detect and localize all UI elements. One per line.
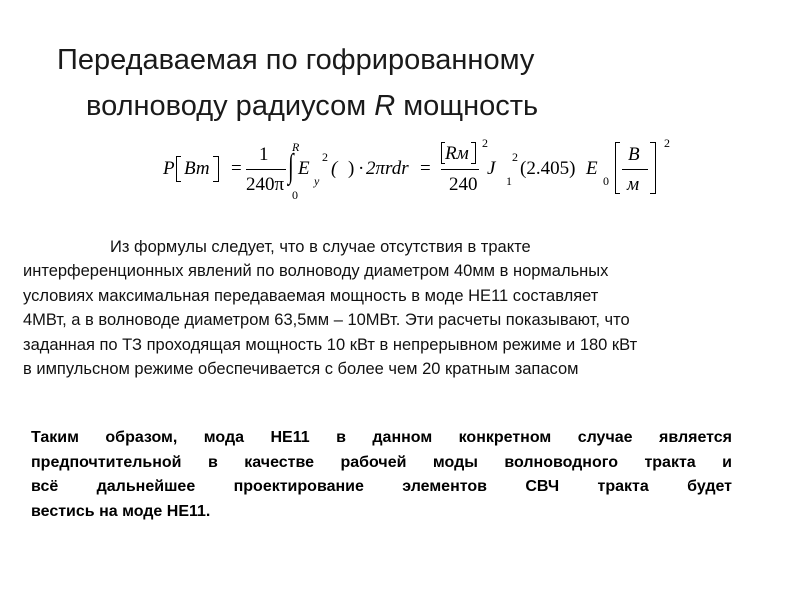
fraction-bar-3 [622, 169, 648, 170]
formula-den-2: 240 [449, 174, 478, 195]
bracket-right-3-bottom [650, 193, 655, 194]
bracket-left-3 [615, 142, 616, 194]
formula-eq-2: = [420, 158, 431, 179]
bracket-left-1-bottom [176, 181, 181, 182]
title-line-2 [86, 84, 538, 128]
bracket-right-2-top [471, 142, 475, 143]
paragraph-line: интерференционных явлений по волноводу диаметром 40мм в нормальных [23, 262, 609, 281]
fraction-bar-1 [246, 169, 286, 170]
formula-2pi-r-dr: 2πrdr [366, 158, 409, 179]
bracket-left-1 [176, 156, 177, 182]
formula-e: E [298, 158, 310, 179]
power-formula [0, 130, 800, 210]
formula-sup-2a: 2 [322, 150, 328, 164]
conclusion-paragraph [31, 426, 732, 524]
paragraph-line: заданная по ТЗ проходящая мощность 10 кВт в непрерывном режиме и 180 кВт [23, 335, 638, 354]
formula-sub-0: 0 [603, 174, 609, 188]
formula-unit-w: Вт [184, 158, 210, 179]
formula-r-m: Rм [445, 143, 469, 164]
integral-lower: 0 [292, 188, 298, 202]
paragraph-line: условиях максимальная передаваемая мощность в моде НЕ11 составляет [23, 286, 599, 305]
formula-eq-1: = [231, 158, 242, 179]
explanation-paragraph [23, 235, 783, 381]
formula-cdot: · [358, 158, 365, 179]
bracket-right-3 [655, 142, 656, 194]
formula-arg: (2.405) [520, 158, 576, 179]
formula-paren-open: ( [331, 158, 338, 179]
bracket-right-1-bottom [213, 181, 218, 182]
bracket-right-1 [218, 156, 219, 182]
title-variable-r: R [374, 90, 396, 122]
bracket-right-3-top [650, 142, 655, 143]
bracket-left-3-top [615, 142, 620, 143]
formula-j: J [487, 158, 496, 179]
integral-upper: R [292, 140, 300, 154]
conclusion-line: Таким образом, мода НЕ11 в данном конкретном случае является [31, 429, 732, 446]
formula-num-1: 1 [259, 144, 269, 165]
bracket-right-2-bottom [471, 163, 475, 164]
conclusion-line: всё дальнейшее проектирование элементов СВЧ тракта будет [31, 478, 732, 496]
paragraph-line: Из формулы следует, что в случае отсутствия в тракте [110, 238, 531, 256]
bracket-left-3-bottom [615, 193, 620, 194]
title-line-2-end: мощность [395, 90, 539, 122]
formula-paren-close: ) [348, 158, 355, 179]
formula-unit-m: м [627, 174, 640, 195]
fraction-bar-2 [441, 169, 479, 170]
bracket-left-1-top [176, 156, 181, 157]
formula-p: P [163, 158, 175, 179]
formula-sub-y: y [314, 174, 320, 188]
paragraph-line: 4МВт, а в волноводе диаметром 63,5мм – 10МВт. Эти расчеты показывают, что [23, 311, 630, 330]
title-line-2-text: волноводу радиусом [86, 90, 375, 122]
formula-den-1: 240π [246, 174, 285, 195]
conclusion-line: вестись на моде НЕ11. [31, 502, 211, 520]
formula-unit-v: В [628, 144, 640, 165]
formula-sup-2c: 2 [512, 150, 518, 164]
title-line-1: Передаваемая по гофрированному [57, 44, 535, 76]
integral-sign: ∫ [288, 148, 294, 185]
formula-sup-2d: 2 [664, 136, 670, 150]
conclusion-line: предпочтительной в качестве рабочей моды волноводного тракта и [31, 453, 732, 471]
formula-e0: E [586, 158, 598, 179]
bracket-left-2 [441, 142, 442, 164]
bracket-right-2 [475, 142, 476, 164]
paragraph-line: в импульсном режиме обеспечивается с более чем 20 кратным запасом [23, 360, 579, 379]
formula-sub-1: 1 [506, 174, 512, 188]
formula-sup-2b: 2 [482, 136, 488, 150]
bracket-right-1-top [213, 156, 218, 157]
